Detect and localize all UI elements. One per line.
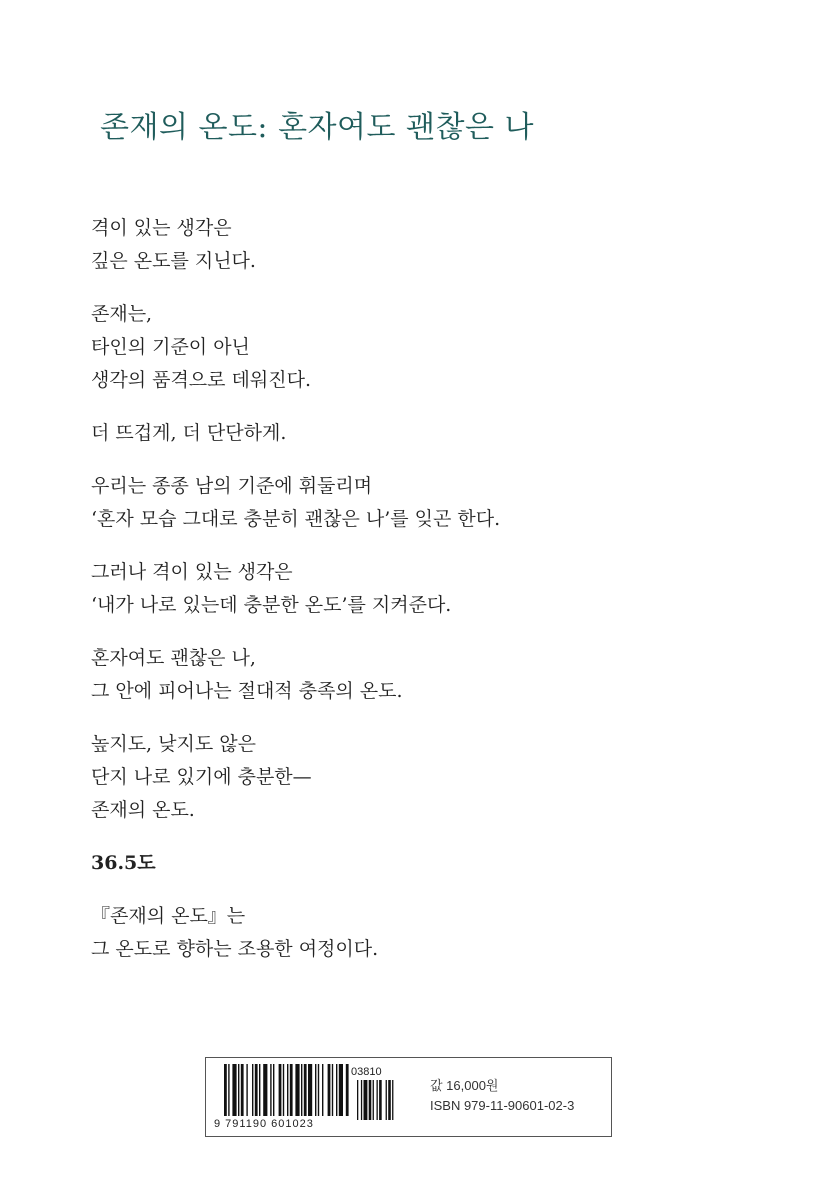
barcode-bar — [336, 1064, 337, 1116]
barcode-bar — [328, 1064, 331, 1116]
text-line: 혼자여도 괜찮은 나, — [91, 647, 256, 669]
barcode-bar — [290, 1064, 293, 1116]
barcode-bar — [255, 1064, 258, 1116]
barcode-bar — [246, 1064, 247, 1116]
text-line: 우리는 종종 남의 기준에 휘둘리며 — [91, 475, 373, 497]
text-line: ‘내가 나로 있는데 충분한 온도’를 지켜준다. — [91, 594, 452, 616]
barcode-addon-bar — [392, 1080, 393, 1120]
price-info — [430, 1076, 574, 1116]
temperature-heading: 36.5도 — [91, 852, 156, 874]
barcode-bar — [332, 1064, 333, 1116]
barcode-bar — [295, 1064, 299, 1116]
barcode-addon-bar — [373, 1080, 374, 1120]
barcode-bar — [287, 1064, 288, 1116]
barcode-addon-bar — [377, 1080, 378, 1120]
barcode-digits: 9 791190 601023 — [214, 1118, 314, 1130]
text-line: 그 안에 피어나는 절대적 충족의 온도. — [91, 680, 403, 702]
text-line: 생각의 품격으로 데워진다. — [91, 369, 312, 391]
book-title: 존재의 온도: 혼자여도 괜찮은 나 — [100, 110, 534, 145]
stanza — [91, 642, 731, 708]
barcode-bar — [304, 1064, 307, 1116]
barcode-bar — [228, 1064, 229, 1116]
barcode-addon-bar — [379, 1080, 382, 1120]
text-line: 더 뜨겁게, 더 단단하게. — [91, 422, 287, 444]
text-line: 단지 나로 있기에 충분한— — [91, 766, 312, 788]
text-line: 격이 있는 생각은 — [91, 217, 232, 239]
barcode-addon-bar — [369, 1080, 372, 1120]
barcode-addon-number: 03810 — [351, 1066, 382, 1078]
stanza — [91, 212, 731, 278]
text-line: 그러나 격이 있는 생각은 — [91, 561, 293, 583]
closing-stanza — [91, 900, 731, 966]
barcode-bar — [318, 1064, 319, 1116]
barcode-icon — [212, 1064, 422, 1120]
barcode-bar — [259, 1064, 260, 1116]
barcode-bar — [273, 1064, 274, 1116]
barcode-bar — [283, 1064, 284, 1116]
barcode-bar — [270, 1064, 271, 1116]
isbn: ISBN 979-11-90601-02-3 — [430, 1098, 575, 1113]
barcode-addon-bar — [386, 1080, 387, 1120]
barcode-bar — [346, 1064, 349, 1116]
barcode-bar — [263, 1064, 267, 1116]
text-line: ‘혼자 모습 그대로 충분히 괜찮은 나’를 잊곤 한다. — [91, 508, 501, 530]
stanza — [91, 417, 731, 450]
price: 값 16,000원 — [430, 1078, 499, 1093]
barcode-bar — [322, 1064, 323, 1116]
barcode-bar — [232, 1064, 236, 1116]
barcode-bar — [224, 1064, 227, 1116]
text-line: 존재는, — [91, 303, 153, 325]
text-line: 높지도, 낮지도 않은 — [91, 733, 256, 755]
barcode-bar — [308, 1064, 312, 1116]
barcode-bar — [315, 1064, 316, 1116]
text-line: 그 온도로 향하는 조용한 여정이다. — [91, 938, 379, 960]
barcode-bar — [339, 1064, 343, 1116]
barcode-bar — [279, 1064, 282, 1116]
stanza — [91, 556, 731, 622]
barcode-bar — [252, 1064, 253, 1116]
barcode-addon-bar — [361, 1080, 362, 1120]
text-line: 타인의 기준이 아닌 — [91, 336, 250, 358]
text-line: 『존재의 온도』는 — [91, 905, 246, 927]
isbn-barcode-box — [205, 1057, 612, 1137]
text-line: 존재의 온도. — [91, 799, 195, 821]
stanza — [91, 728, 731, 827]
text-line: 깊은 온도를 지닌다. — [91, 250, 256, 272]
barcode-addon-bar — [388, 1080, 391, 1120]
stanza — [91, 298, 731, 397]
barcode-bar — [238, 1064, 239, 1116]
barcode-bar — [301, 1064, 302, 1116]
barcode-addon-bar — [357, 1080, 358, 1120]
barcode-bar — [241, 1064, 244, 1116]
stanza — [91, 470, 731, 536]
body-text — [91, 212, 731, 986]
barcode-addon-bar — [364, 1080, 368, 1120]
